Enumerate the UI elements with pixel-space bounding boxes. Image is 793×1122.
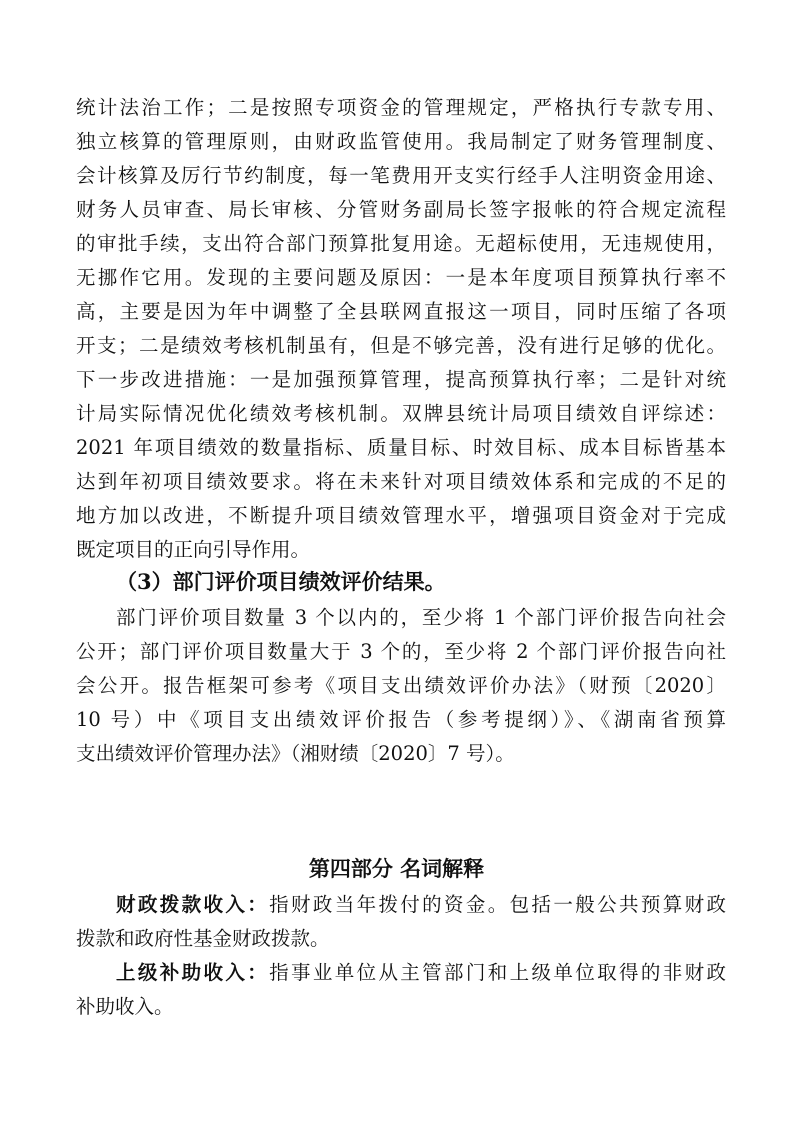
paragraph-line: 达到年初项目绩效要求。将在未来针对项目绩效体系和完成的不足的 [76,470,726,493]
paragraph-line: 公开；部门评价项目数量大于 3 个的，至少将 2 个部门评价报告向社 [76,640,726,663]
paragraph-line: 支出绩效评价管理办法》（湘财绩〔2020〕7 号）。 [76,742,515,765]
paragraph-line: 会计核算及厉行节约制度，每一笔费用开支实行经手人注明资金用途、 [76,164,726,187]
paragraph-line: 补助收入。 [76,995,174,1018]
paragraph-line: 统计法治工作；二是按照专项资金的管理规定，严格执行专款专用、 [76,96,726,119]
paragraph-line: 高，主要是因为年中调整了全县联网直报这一项目，同时压缩了各项 [76,300,726,323]
paragraph-line: 的审批手续，支出符合部门预算批复用途。无超标使用，无违规使用， [76,232,726,255]
paragraph-line: 下一步改进措施：一是加强预算管理，提高预算执行率；二是针对统 [76,368,726,391]
paragraph-line: 部门评价项目数量 3 个以内的，至少将 1 个部门评价报告向社会 [116,606,726,629]
paragraph-line: 10 号）中《项目支出绩效评价报告（参考提纲）》、《湖南省预算 [76,708,726,731]
term-definition [116,957,726,989]
paragraph-line: 独立核算的管理原则，由财政监管使用。我局制定了财务管理制度、 [76,130,726,153]
paragraph-line: 无挪作它用。发现的主要问题及原因：一是本年度项目预算执行率不 [76,266,726,289]
paragraph-line: 既定项目的正向引导作用。 [76,538,311,561]
paragraph-line: 地方加以改进，不断提升项目绩效管理水平，增强项目资金对于完成 [76,504,726,527]
term-label: 上级补助收入： [116,961,270,984]
paragraph-line: 拨款和政府性基金财政拨款。 [76,927,330,950]
section-heading: （3）部门评价项目绩效评价结果。 [116,569,446,594]
paragraph-line: 计局实际情况优化绩效考核机制。双牌县统计局项目绩效自评综述： [76,402,726,425]
term-label: 财政拨款收入： [116,893,270,916]
term-text: 指事业单位从主管部门和上级单位取得的非财政 [269,961,726,984]
term-definition [116,889,726,921]
paragraph-line: 财务人员审查、局长审核、分管财务副局长签字报帐的符合规定流程 [76,198,726,221]
term-text: 指财政当年拨付的资金。包括一般公共预算财政 [269,893,726,916]
paragraph-line: 会公开。报告框架可参考《项目支出绩效评价办法》（财预〔2020〕 [76,674,726,697]
paragraph-line: 开支；二是绩效考核机制虽有，但是不够完善，没有进行足够的优化。 [76,334,726,357]
paragraph-line: 2021 年项目绩效的数量指标、质量目标、时效目标、成本目标皆基本 [76,436,726,459]
part-title: 第四部分 名词解释 [308,856,485,881]
